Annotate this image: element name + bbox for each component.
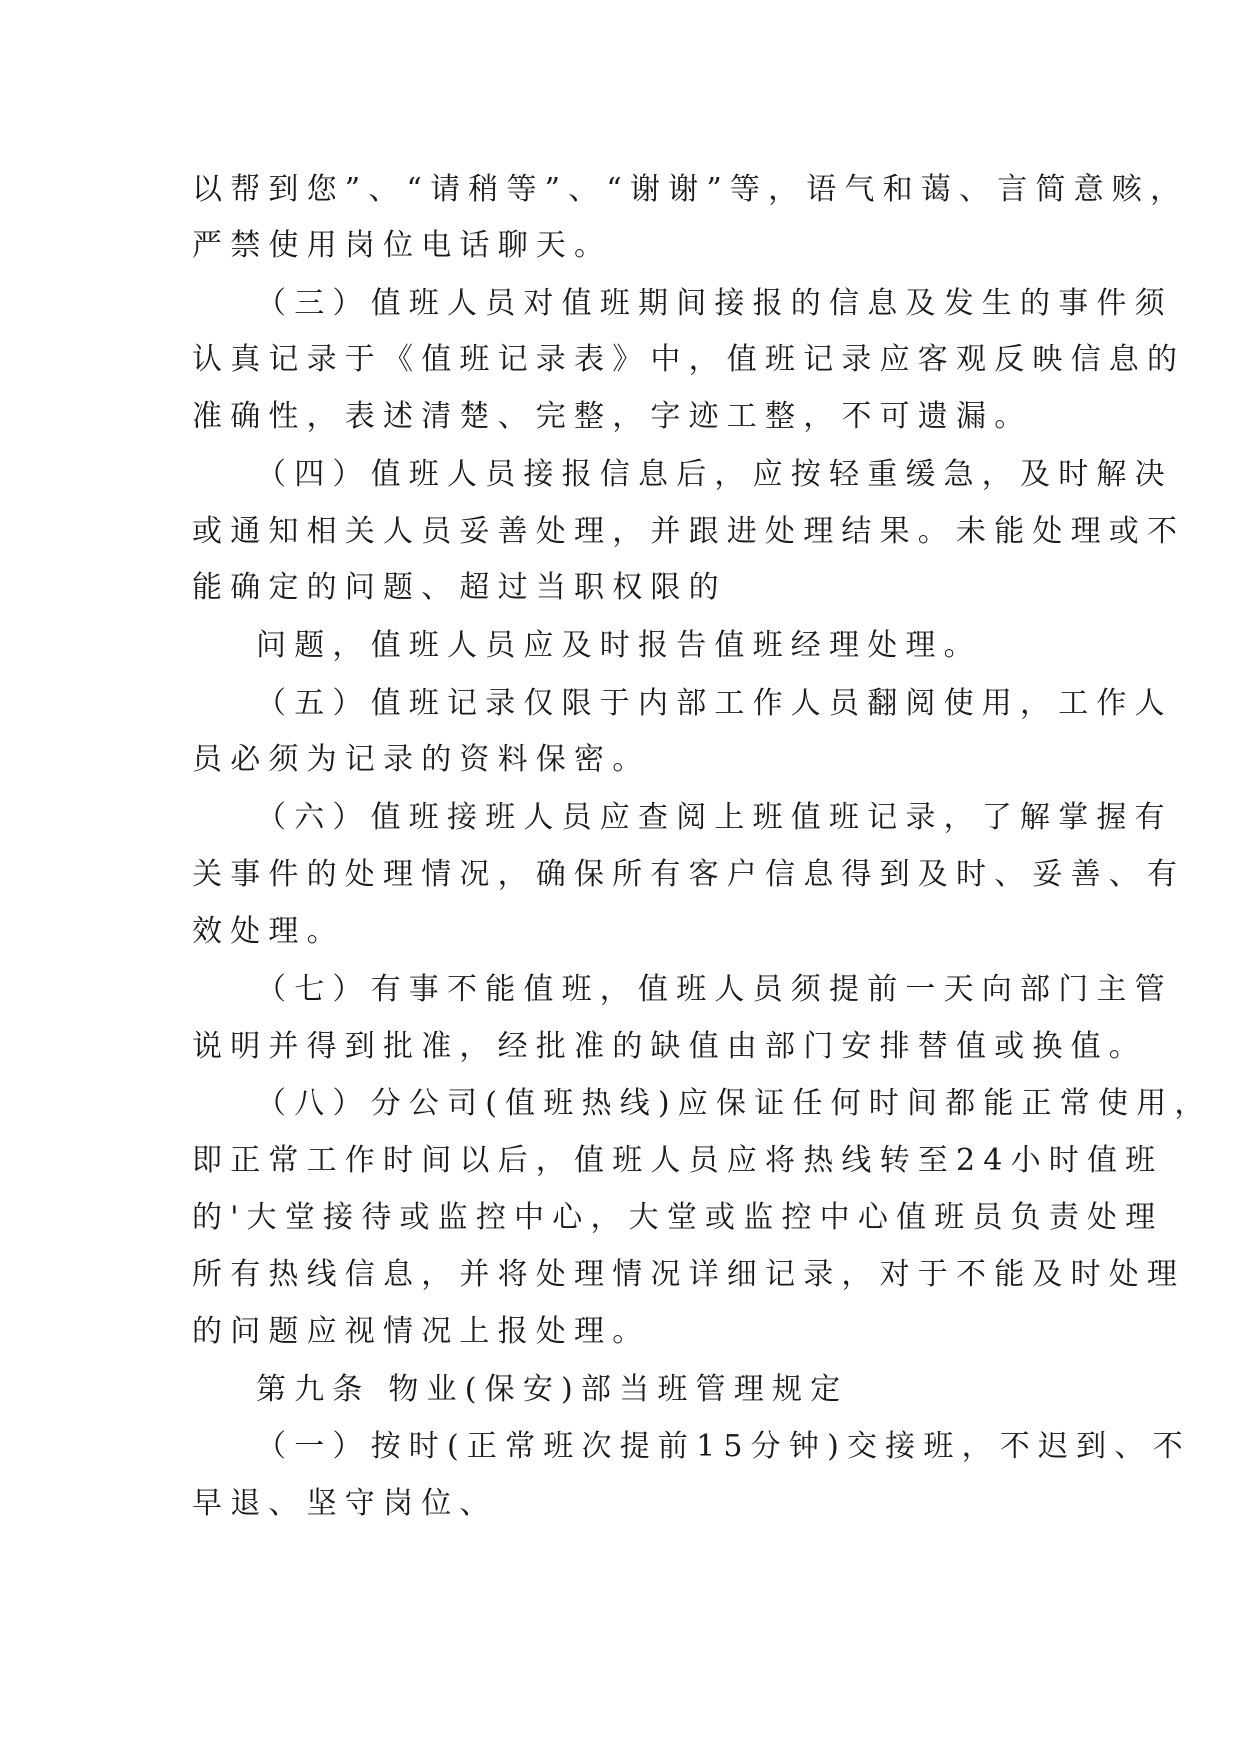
paragraph-7-start: （七）有事不能值班，值班人员须提前一天向部门主管	[256, 972, 1173, 1007]
text-line: 关事件的处理情况，确保所有客户信息得到及时、妥善、有	[192, 857, 1186, 892]
paragraph-4-start: （四）值班人员接报信息后，应按轻重缓急，及时解决	[256, 457, 1173, 492]
paragraph-8-start: （八）分公司(值班热线)应保证任何时间都能正常使用，	[256, 1086, 1213, 1121]
text-line: 说明并得到批准，经批准的缺值由部门安排替值或换值。	[192, 1029, 1147, 1064]
paragraph-1-start: （一）按时(正常班次提前15分钟)交接班，不迟到、不	[256, 1429, 1191, 1464]
text-line: 准确性，表述清楚、完整，字迹工整，不可遗漏。	[192, 399, 1033, 434]
text-line: 以帮到您”、“请稍等”、“谢谢”等，语气和蔼、言简意赅，	[192, 172, 1189, 207]
text-line: 即正常工作时间以后，值班人员应将热线转至24小时值班	[192, 1143, 1164, 1178]
paragraph-6-start: （六）值班接班人员应查阅上班值班记录，了解掌握有	[256, 800, 1173, 835]
text-line: 认真记录于《值班记录表》中，值班记录应客观反映信息的	[192, 342, 1186, 377]
text-line: 效处理。	[192, 914, 345, 949]
text-line: 严禁使用岗位电话聊天。	[192, 228, 613, 263]
text-line: 员必须为记录的资料保密。	[192, 742, 651, 777]
text-line: 的问题应视情况上报处理。	[192, 1314, 651, 1349]
text-line: 能确定的问题、超过当职权限的	[192, 570, 727, 605]
text-line: 问题，值班人员应及时报告值班经理处理。	[256, 628, 982, 663]
text-line: 或通知相关人员妥善处理，并跟进处理结果。未能处理或不	[192, 514, 1186, 549]
text-line: 早退、坚守岗位、	[192, 1486, 498, 1521]
article-9-heading: 第九条 物业(保安)部当班管理规定	[256, 1372, 849, 1407]
paragraph-5-start: （五）值班记录仅限于内部工作人员翻阅使用，工作人	[256, 686, 1173, 721]
text-line: 的'大堂接待或监控中心，大堂或监控中心值班员负责处理	[192, 1200, 1164, 1235]
paragraph-3-start: （三）值班人员对值班期间接报的信息及发生的事件须	[256, 286, 1173, 321]
text-line: 所有热线信息，并将处理情况详细记录，对于不能及时处理	[192, 1257, 1186, 1292]
